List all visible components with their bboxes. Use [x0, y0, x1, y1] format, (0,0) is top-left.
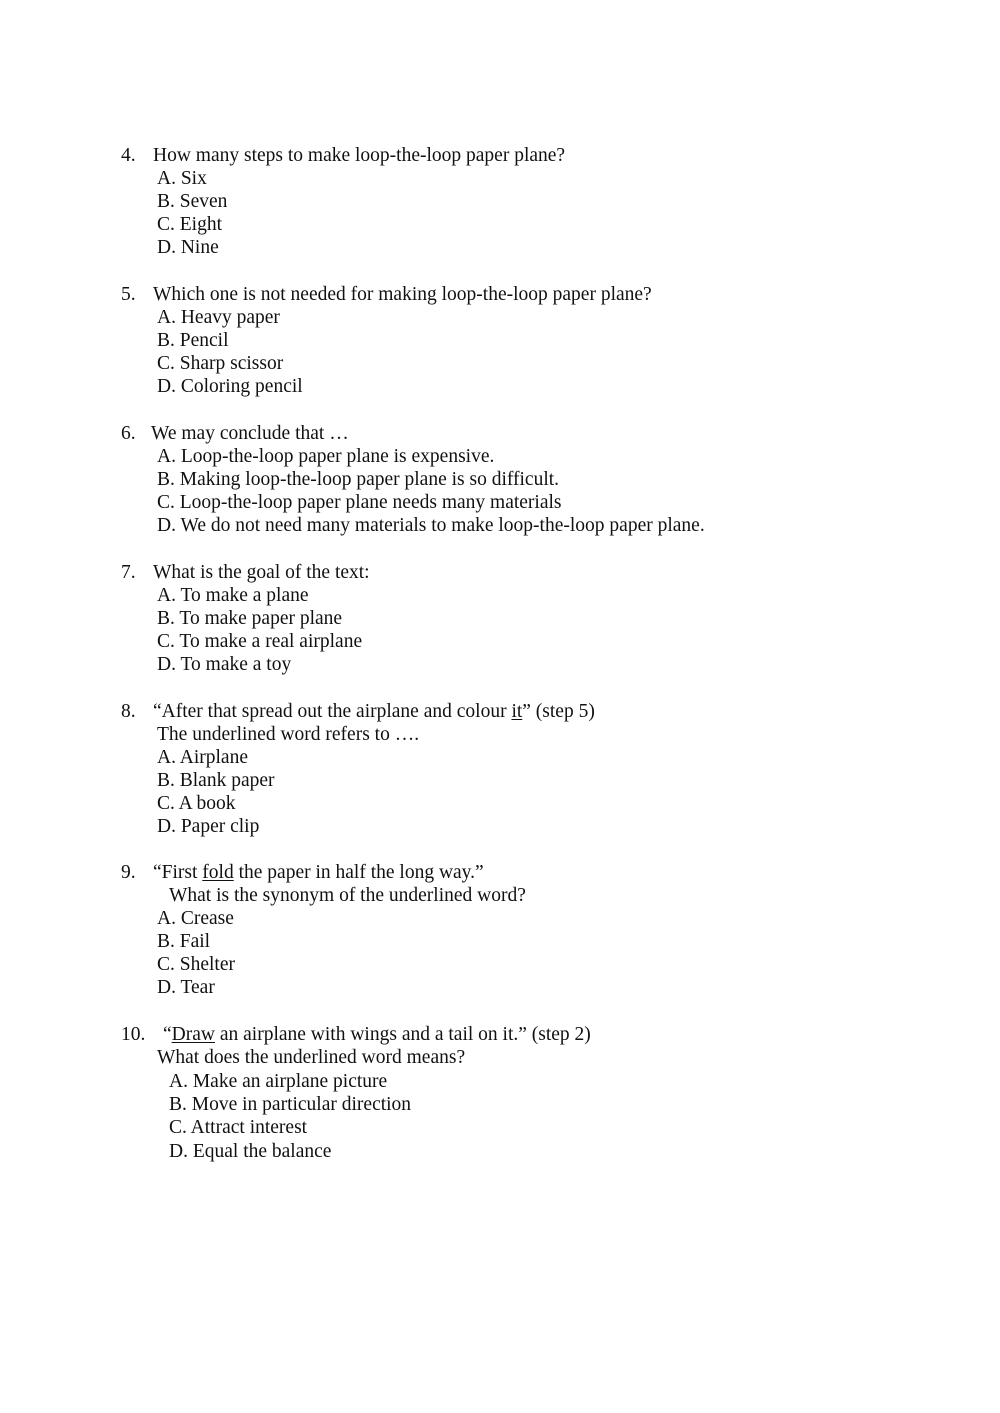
option-a: A. Six: [157, 168, 207, 189]
option-d: D. Tear: [157, 977, 215, 998]
question-number: 6.: [121, 423, 136, 444]
option-b: B. Fail: [157, 931, 211, 952]
question-stem: What is the goal of the text:: [153, 562, 370, 583]
quote-text: “After that spread out the airplane and colour: [153, 701, 512, 722]
question-number: 7.: [121, 562, 136, 583]
option-b: B. Making loop-the-loop paper plane is so difficult.: [157, 469, 560, 490]
quote-text: ” (step 5): [522, 701, 595, 722]
underlined-word: Draw: [171, 1024, 215, 1045]
question-stem: What is the synonym of the underlined word?: [169, 885, 526, 906]
option-d: D. Paper clip: [157, 816, 260, 837]
option-a: A. To make a plane: [157, 585, 309, 606]
question-number: 8.: [121, 701, 136, 722]
option-d: D. Equal the balance: [169, 1141, 332, 1162]
option-a: A. Heavy paper: [157, 307, 280, 328]
option-b: B. To make paper plane: [157, 608, 343, 629]
question-number: 10.: [121, 1024, 146, 1045]
option-d: D. Nine: [157, 237, 219, 258]
option-c: C. A book: [157, 793, 236, 814]
question-quote: [153, 700, 595, 723]
option-d: D. We do not need many materials to make loop-the-loop paper plane.: [157, 515, 705, 536]
question-stem: We may conclude that …: [151, 423, 349, 444]
option-b: B. Move in particular direction: [169, 1094, 412, 1115]
quote-text: an airplane with wings and a tail on it.” (step 2): [214, 1024, 591, 1045]
option-a: A. Crease: [157, 908, 234, 929]
option-c: C. To make a real airplane: [157, 631, 363, 652]
question-stem: The underlined word refers to ….: [157, 724, 420, 745]
question-number: 9.: [121, 862, 136, 883]
option-c: C. Loop-the-loop paper plane needs many materials: [157, 492, 562, 513]
option-c: C. Sharp scissor: [157, 353, 284, 374]
question-number: 5.: [121, 284, 136, 305]
question-stem: How many steps to make loop-the-loop paper plane?: [153, 145, 566, 166]
option-c: C. Shelter: [157, 954, 235, 975]
option-a: A. Airplane: [157, 747, 248, 768]
option-c: C. Eight: [157, 214, 223, 235]
question-stem: Which one is not needed for making loop-the-loop paper plane?: [153, 284, 652, 305]
option-a: A. Make an airplane picture: [169, 1071, 388, 1092]
option-b: B. Blank paper: [157, 770, 275, 791]
quote-text: “First: [153, 862, 203, 883]
option-d: D. Coloring pencil: [157, 376, 303, 397]
option-d: D. To make a toy: [157, 654, 292, 675]
underlined-word: it: [511, 701, 523, 722]
option-b: B. Pencil: [157, 330, 229, 351]
question-number: 4.: [121, 145, 136, 166]
question-quote: [153, 861, 484, 884]
question-quote: [163, 1023, 591, 1046]
underlined-word: fold: [202, 862, 234, 883]
option-a: A. Loop-the-loop paper plane is expensive.: [157, 446, 495, 467]
quote-text: “: [163, 1024, 172, 1045]
question-stem: What does the underlined word means?: [157, 1047, 466, 1068]
option-b: B. Seven: [157, 191, 228, 212]
option-c: C. Attract interest: [169, 1117, 308, 1138]
quote-text: the paper in half the long way.”: [233, 862, 484, 883]
